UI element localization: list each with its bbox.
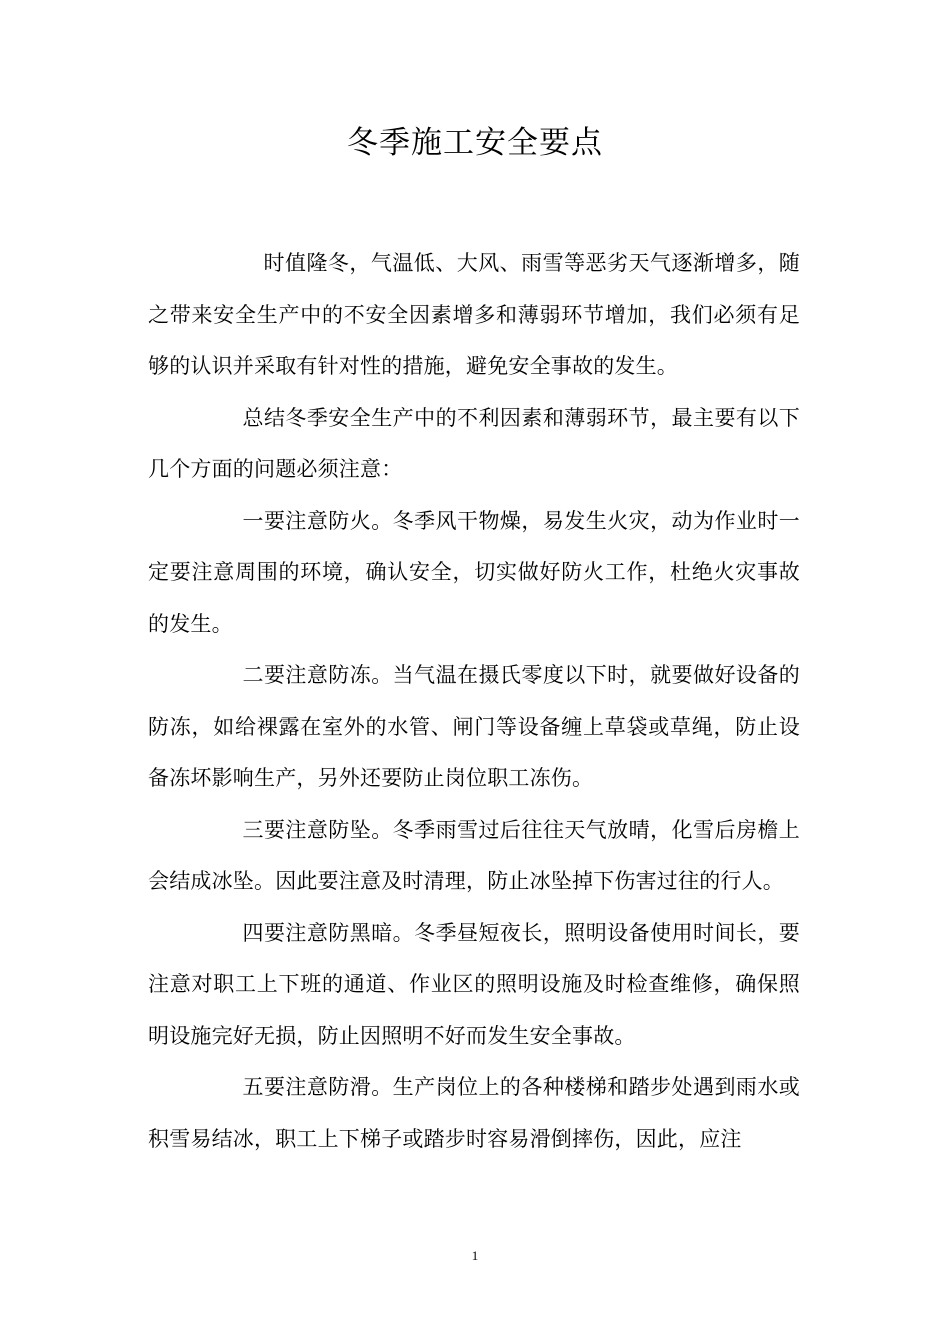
paragraph-summary: 总结冬季安全生产中的不利因素和薄弱环节，最主要有以下几个方面的问题必须注意： bbox=[148, 405, 800, 481]
document-body bbox=[148, 238, 800, 1165]
paragraph-fire-prevention: 一要注意防火。冬季风干物燥，易发生火灾，动为作业时一定要注意周围的环境，确认安全，切实做好防火工作，杜绝火灾事故的发生。 bbox=[148, 508, 800, 636]
page-number: 1 bbox=[471, 1248, 479, 1263]
paragraph-darkness-prevention: 四要注意防黑暗。冬季昼短夜长，照明设备使用时间长，要注意对职工上下班的通道、作业区的照明设施及时检查维修，确保照明设施完好无损，防止因照明不好而发生安全事故。 bbox=[148, 920, 800, 1048]
paragraph-icicle-prevention: 三要注意防坠。冬季雨雪过后往往天气放晴，化雪后房檐上会结成冰坠。因此要注意及时清理，防止冰坠掉下伤害过往的行人。 bbox=[148, 817, 800, 893]
document-title: 冬季施工安全要点 bbox=[347, 125, 603, 161]
paragraph-slip-prevention: 五要注意防滑。生产岗位上的各种楼梯和踏步处遇到雨水或积雪易结冰，职工上下梯子或踏步时容易滑倒摔伤，因此，应注 bbox=[148, 1075, 800, 1151]
paragraph-intro: 时值隆冬，气温低、大风、雨雪等恶劣天气逐渐增多，随之带来安全生产中的不安全因素增多和薄弱环节增加，我们必须有足够的认识并采取有针对性的措施，避免安全事故的发生。 bbox=[148, 251, 800, 378]
paragraph-freeze-prevention: 二要注意防冻。当气温在摄氏零度以下时，就要做好设备的防冻，如给裸露在室外的水管、闸门等设备缠上草袋或草绳，防止设备冻坏影响生产，另外还要防止岗位职工冻伤。 bbox=[148, 663, 800, 790]
